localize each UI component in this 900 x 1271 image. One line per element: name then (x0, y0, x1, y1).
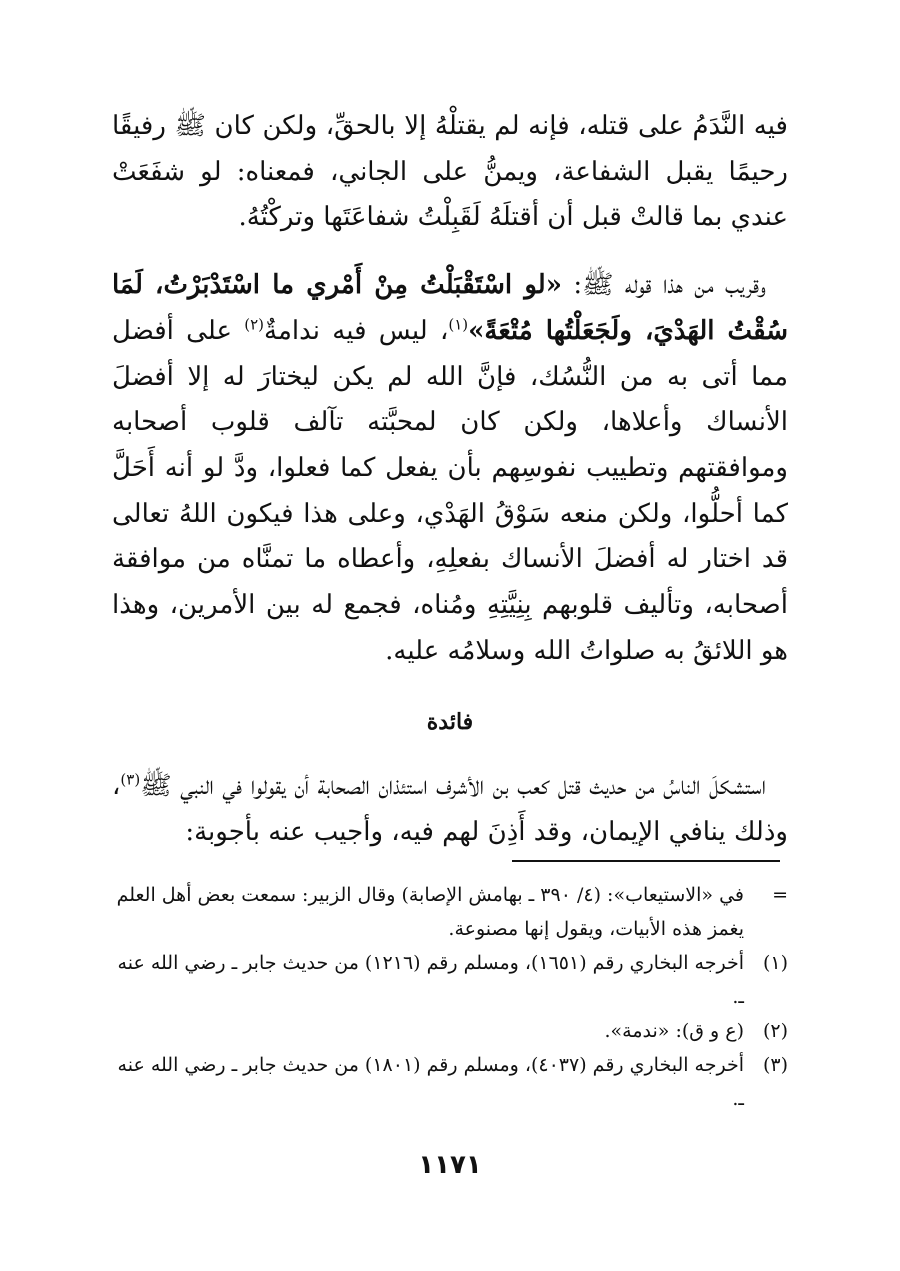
paragraph-2-intro: وقريب من هذا قوله ﷺ: (561, 270, 766, 301)
footnote-text: أخرجه البخاري رقم (٤٠٣٧)، ومسلم رقم (١٨٠١) من حديث جابر ـ رضي الله عنه ـ. (117, 1054, 744, 1110)
footnote-ref-2: (٢) (244, 315, 265, 334)
footnote-2 (112, 1014, 788, 1048)
footnote-text: في «الاستيعاب»: (٤/ ٣٩٠ ـ بهامش الإصابة) وقال الزبير: سمعت بعض أهل العلم يغمز هذه الأبيات، ويقول إنها مصنوعة. (116, 884, 744, 940)
paragraph-2 (112, 263, 788, 674)
footnote-ref-3: (٣) (120, 770, 141, 789)
footnotes (112, 878, 788, 1116)
footnote-marker: = (772, 884, 788, 906)
footnote-ref-1: (١) (448, 315, 469, 334)
footnote-3 (112, 1048, 788, 1116)
footnote-text: أخرجه البخاري رقم (١٦٥١)، ومسلم رقم (١٢١٦) من حديث جابر ـ رضي الله عنه ـ. (117, 952, 744, 1008)
footnote-1 (112, 946, 788, 1014)
paragraph-3-b: ، وذلك ينافي الإيمان، وقد أَذِنَ لهم فيه، وأجيب عنه بأجوبة: (112, 771, 788, 848)
page-number: ١١٧١ (418, 1150, 482, 1180)
section-heading: فائدة (426, 709, 474, 736)
footnote-text: (ع و ق): «ندمة». (604, 1020, 744, 1042)
footnote-number: (٢) (762, 1020, 788, 1042)
paragraph-3 (112, 764, 788, 855)
paragraph-3-a: استشكلَ الناسُ من حديث قتل كعب بن الأشرف استئذان الصحابة أن يقولوا في النبي ﷺ (140, 771, 766, 802)
main-text (112, 104, 788, 856)
paragraph-1: فيه النَّدَمُ على قتله، فإنه لم يقتلْهُ إلا بالحقِّ، ولكن كان ﷺ رفيقًا رحيمًا يقبل الشفاعة، ويمنُّ على الجاني، فمعناه: لو شفَعَتْ عندي بما قالتْ قبل أن أقتلَهُ لَقَبِلْتُ شفاعَتَها وتركْتُهُ. (112, 111, 788, 233)
footnote-number: (١) (762, 952, 788, 974)
paragraph-2-mid: ، ليس فيه ندامةٌ (264, 315, 449, 346)
footnote-number: (٣) (762, 1054, 788, 1076)
paragraph-2-rest: على أفضل مما أتى به من النُّسُك، فإنَّ الله لم يكن ليختارَ له إلا أفضلَ الأنساك وأعلاها، ولكن كان لمحبَّته تآلف قلوب أصحابه وموافقتهم وتطييب نفوسِهم بأن يفعل كما فعلوا، ودَّ لو أنه أَحَلَّ كما أحلُّوا، ولكن منعه سَوْقُ الهَدْي، وعلى هذا فيكون اللهُ تعالى قد اختار له أفضلَ الأنساك بفعلِهِ، وأعطاه ما تمنَّاه من موافقة أصحابه، وتأليف قلوبهم بِنِيَّتِهِ ومُناه، فجمع له بين الأمرين، وهذا هو اللائقُ به صلواتُ الله وسلامُه عليه. (112, 315, 788, 666)
footnote-continued (112, 878, 788, 946)
hadith-quote: «لو اسْتَقْبَلْتُ مِنْ أَمْري ما اسْتَدْبَرْتُ، لَمَا سُقْتُ الهَدْيَ، ولَجَعَلْتُها مُتْعَةً» (112, 270, 789, 346)
footnote-divider (512, 860, 780, 862)
